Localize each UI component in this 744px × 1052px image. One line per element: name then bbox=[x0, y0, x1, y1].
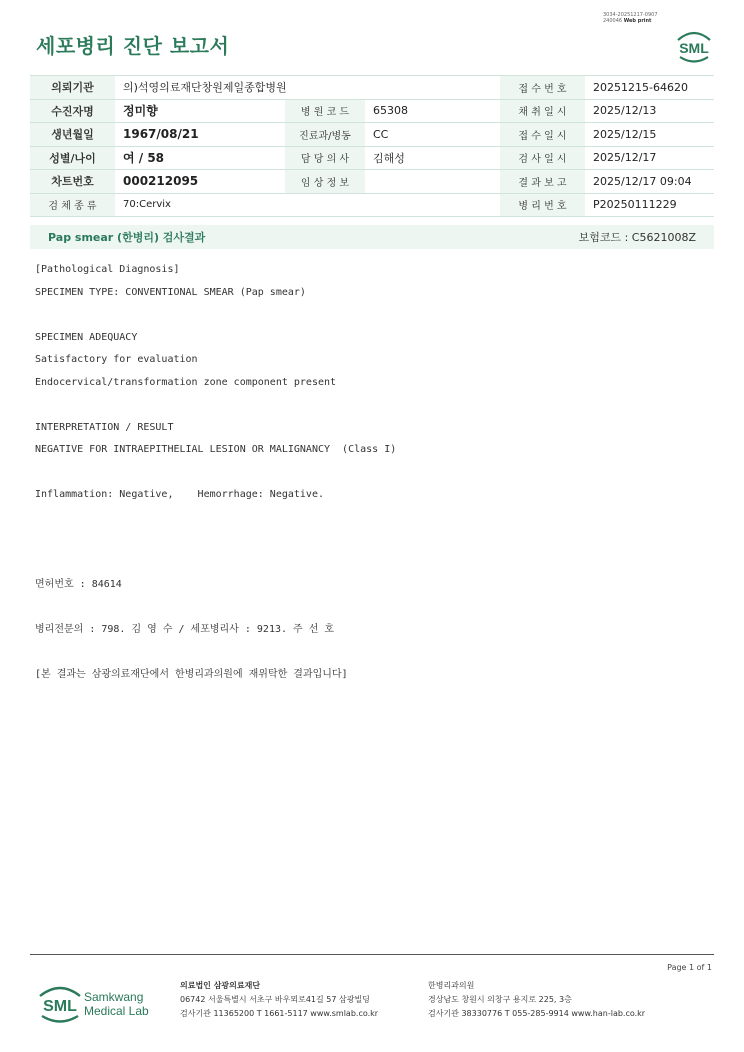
footer-logo-name-line2: Medical Lab bbox=[84, 1004, 149, 1018]
result-line bbox=[35, 597, 396, 620]
label-patient-name: 수진자명 bbox=[30, 99, 115, 123]
result-line bbox=[35, 507, 396, 530]
footer-org-samkwang bbox=[180, 979, 378, 1021]
document-id-line1: 3034-20251217-0907 bbox=[603, 12, 658, 18]
document-id bbox=[603, 12, 658, 24]
table-row bbox=[30, 99, 714, 123]
result-line bbox=[35, 642, 396, 665]
result-line: 병리전문의 : 798. 김 영 수 / 세포병리사 : 9213. 주 선 호 bbox=[35, 624, 335, 635]
result-line: SPECIMEN ADEQUACY bbox=[35, 331, 138, 343]
value-receipt-date: 2025/12/15 bbox=[585, 123, 714, 147]
result-body bbox=[35, 259, 396, 687]
label-chart-number: 차트번호 bbox=[30, 170, 115, 194]
value-receipt-number: 20251215-64620 bbox=[585, 76, 714, 100]
table-row bbox=[30, 76, 714, 100]
logo-arc-bottom-icon bbox=[680, 57, 708, 62]
patient-info-table bbox=[30, 75, 714, 217]
result-line bbox=[35, 304, 396, 327]
value-requesting-institution: 의)석영의료재단창원제일종합병원 bbox=[115, 76, 500, 100]
result-line: [본 결과는 삼광의료재단에서 한병리과의원에 재위탁한 결과입니다] bbox=[35, 669, 348, 680]
result-section-header bbox=[30, 225, 714, 249]
result-line: Satisfactory for evaluation bbox=[35, 354, 198, 365]
org1-contact: 검사기관 11365200 T 1661-5117 www.smlab.co.kr bbox=[180, 1009, 379, 1018]
document-id-line2: 240046 Web print bbox=[603, 18, 652, 24]
label-hospital-code: 병 원 코 드 bbox=[285, 99, 365, 123]
label-receipt-date: 접 수 일 시 bbox=[500, 123, 585, 147]
result-line bbox=[35, 462, 396, 485]
label-department: 진료과/병동 bbox=[285, 123, 365, 147]
table-row bbox=[30, 146, 714, 170]
value-chart-number: 000212095 bbox=[115, 170, 285, 194]
footer-org-hanlab bbox=[428, 979, 645, 1021]
value-result-report: 2025/12/17 09:04 bbox=[585, 170, 714, 194]
page-number: Page 1 of 1 bbox=[667, 963, 712, 972]
org1-title: 의료법인 삼광의료재단 bbox=[180, 981, 261, 990]
table-row bbox=[30, 123, 714, 147]
value-sex-age: 여 / 58 bbox=[115, 146, 285, 170]
label-clinical-info: 임 상 정 보 bbox=[285, 170, 365, 194]
result-line: Endocervical/transformation zone component present bbox=[35, 376, 337, 388]
label-attending-doctor: 담 당 의 사 bbox=[285, 146, 365, 170]
label-collection-date: 채 취 일 시 bbox=[500, 99, 585, 123]
insurance-code: 보험코드 : C5621008Z bbox=[578, 231, 696, 244]
label-requesting-institution: 의뢰기관 bbox=[30, 76, 115, 100]
value-collection-date: 2025/12/13 bbox=[585, 99, 714, 123]
value-test-date: 2025/12/17 bbox=[585, 146, 714, 170]
value-hospital-code: 65308 bbox=[365, 99, 500, 123]
table-row bbox=[30, 193, 714, 217]
result-line: INTERPRETATION / RESULT bbox=[35, 421, 174, 433]
table-row bbox=[30, 170, 714, 194]
label-result-report: 결 과 보 고 bbox=[500, 170, 585, 194]
org1-address: 06742 서울특별시 서초구 바우뫼로41길 57 삼광빌딩 bbox=[180, 995, 370, 1004]
logo-arc-top-icon bbox=[678, 33, 710, 40]
label-specimen-type: 검 체 종 류 bbox=[30, 193, 115, 217]
logo-text: SML bbox=[679, 40, 709, 56]
label-pathology-number: 병 리 번 호 bbox=[500, 193, 585, 217]
label-receipt-number: 접 수 번 호 bbox=[500, 76, 585, 100]
page-title: 세포병리 진단 보고서 bbox=[36, 34, 230, 58]
footer-logo-arc-bottom-icon bbox=[42, 1016, 78, 1022]
section-title: Pap smear (한병리) 검사결과 bbox=[48, 231, 206, 244]
value-clinical-info bbox=[365, 170, 500, 194]
sml-logo bbox=[672, 28, 716, 64]
value-birth-date: 1967/08/21 bbox=[115, 123, 285, 147]
value-pathology-number: P20250111229 bbox=[585, 193, 714, 217]
label-birth-date: 생년월일 bbox=[30, 123, 115, 147]
footer-sml-logo bbox=[38, 982, 158, 1026]
org2-title: 한병리과의원 bbox=[428, 981, 475, 990]
label-test-date: 검 사 일 시 bbox=[500, 146, 585, 170]
footer-logo-name-line1: Samkwang bbox=[84, 990, 144, 1004]
value-specimen-type: 70:Cervix bbox=[115, 193, 500, 217]
result-line bbox=[35, 552, 396, 575]
result-line: [Pathological Diagnosis] bbox=[35, 264, 180, 275]
value-attending-doctor: 김해성 bbox=[365, 146, 500, 170]
result-line: NEGATIVE FOR INTRAEPITHELIAL LESION OR MALIGNANCY (Class I) bbox=[35, 444, 397, 455]
footer-logo-text: SML bbox=[43, 998, 77, 1015]
result-line: SPECIMEN TYPE: CONVENTIONAL SMEAR (Pap smear) bbox=[35, 286, 306, 298]
value-department: CC bbox=[365, 123, 500, 147]
value-patient-name: 정미향 bbox=[115, 99, 285, 123]
result-line: Inflammation: Negative, Hemorrhage: Negative. bbox=[35, 489, 324, 500]
org2-contact: 검사기관 38330776 T 055-285-9914 www.han-lab.co.kr bbox=[428, 1009, 646, 1018]
label-sex-age: 성별/나이 bbox=[30, 146, 115, 170]
footer-divider bbox=[30, 954, 714, 955]
footer-logo-arc-top-icon bbox=[40, 988, 80, 996]
result-line: 면허번호 : 84614 bbox=[35, 579, 122, 590]
org2-address: 경상남도 창원시 의창구 용지로 225, 3층 bbox=[428, 995, 572, 1004]
web-print-label: Web print bbox=[623, 18, 652, 24]
result-line bbox=[35, 394, 396, 417]
result-line bbox=[35, 529, 396, 552]
